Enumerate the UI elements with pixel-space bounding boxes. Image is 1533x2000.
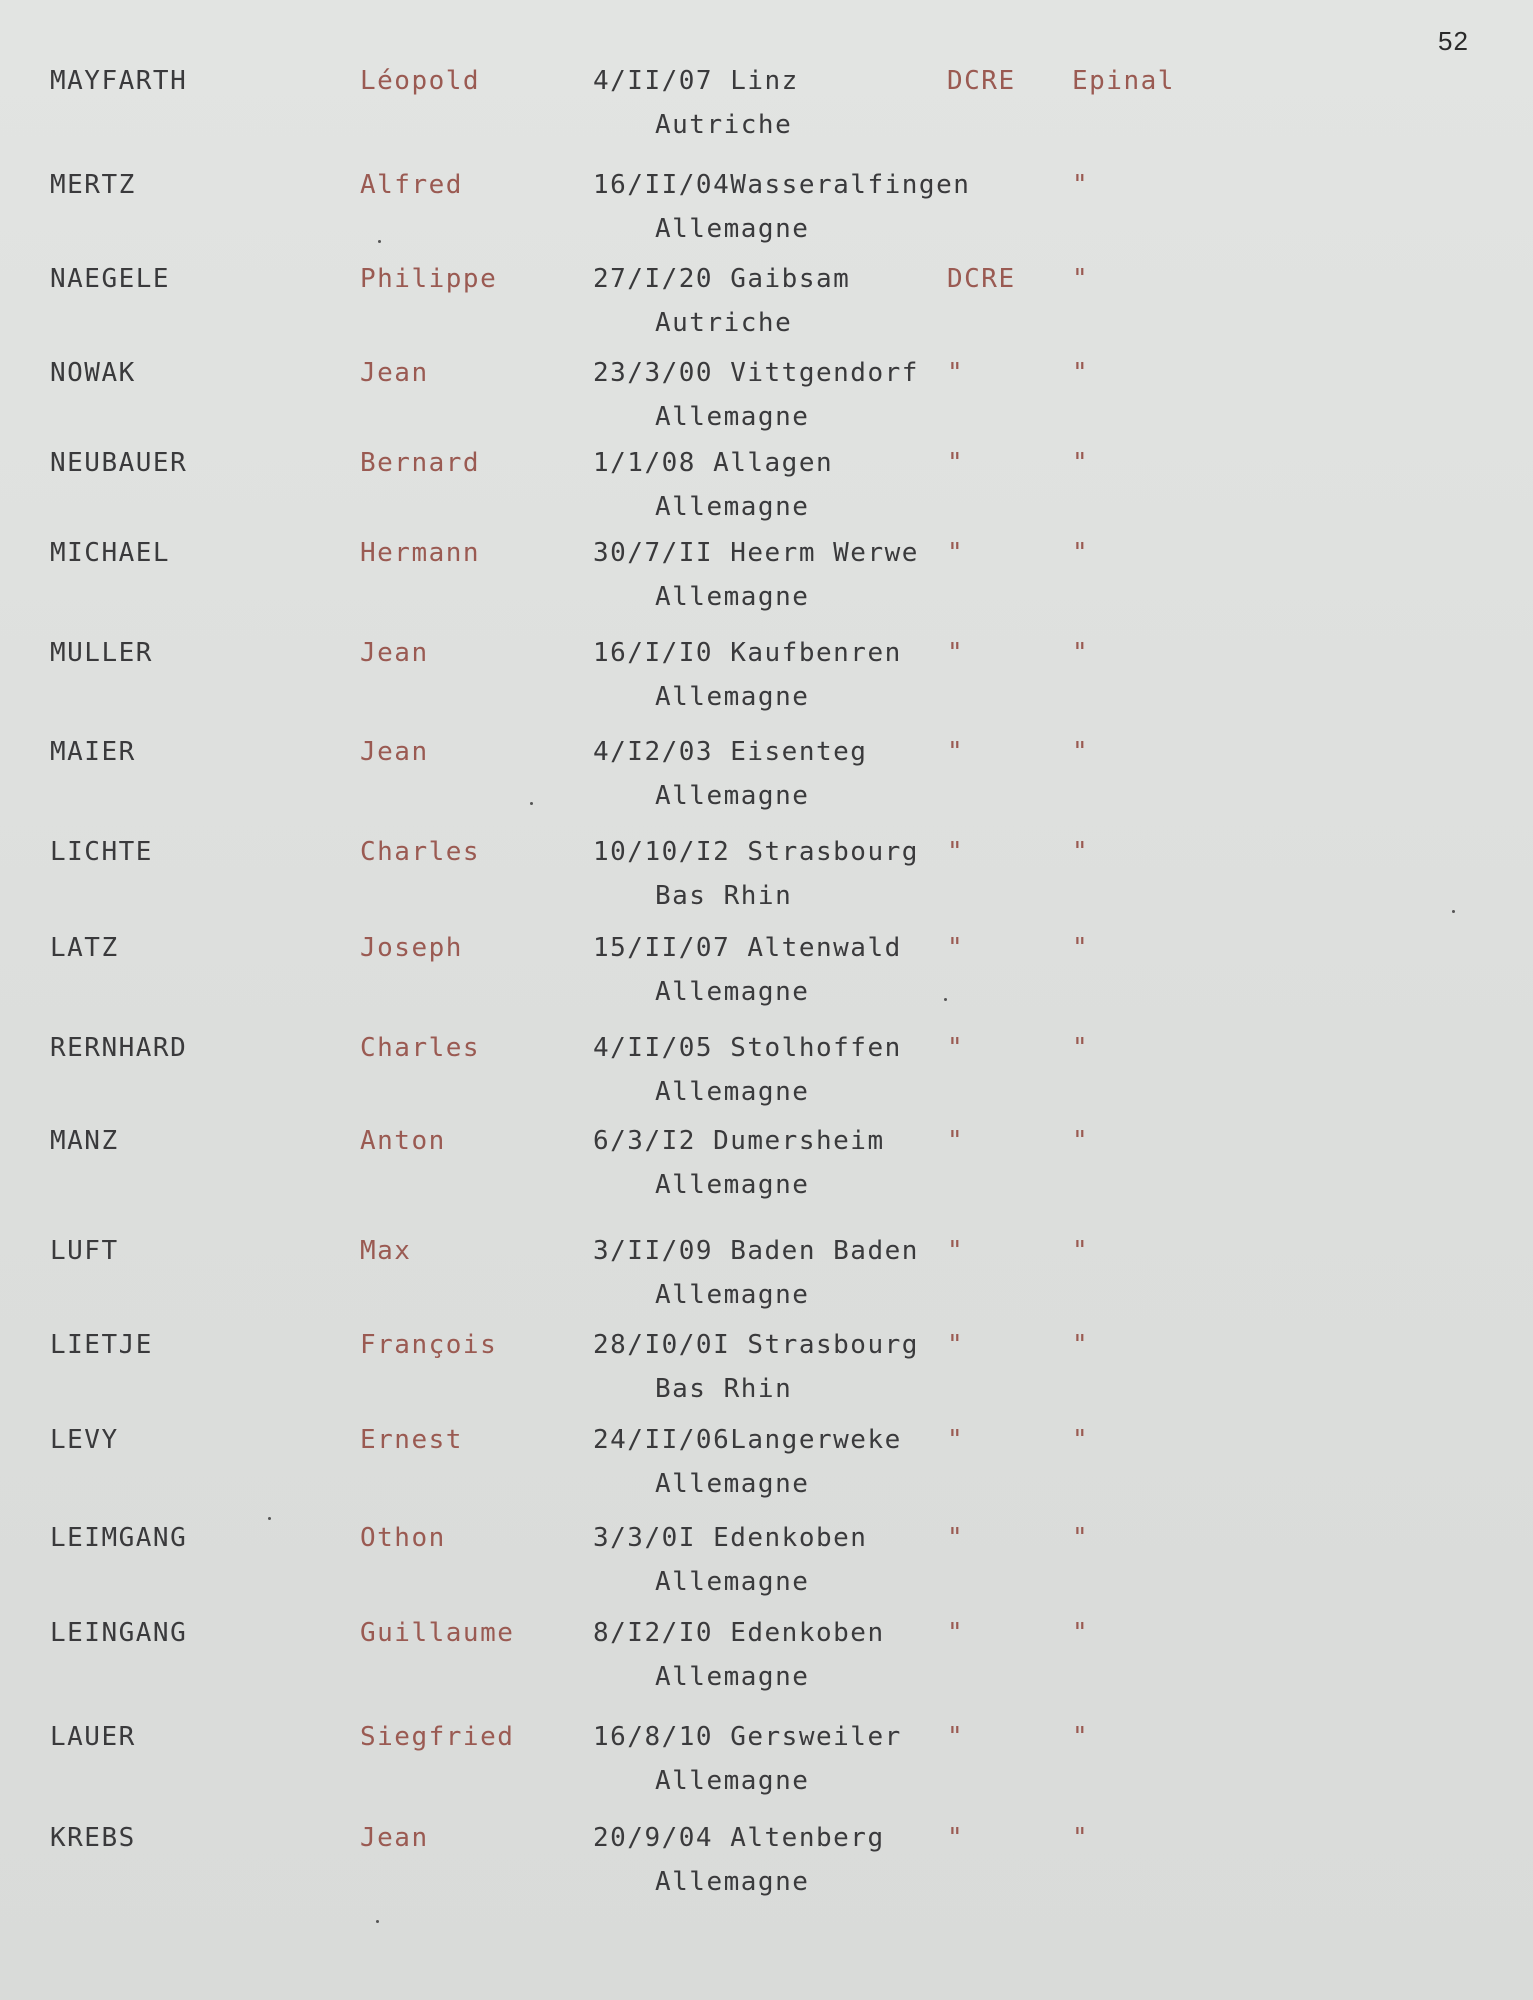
status-code-cell: " [947, 933, 965, 963]
destination-cell: " [1072, 1523, 1090, 1553]
birth-country-cell: Allemagne [655, 1766, 810, 1796]
birth-date-place-cell: 4/I2/03 Eisenteg [593, 737, 868, 767]
birth-country-cell: Allemagne [655, 682, 810, 712]
given-name-cell: Guillaume [360, 1618, 515, 1648]
status-code-cell: DCRE [947, 66, 1016, 96]
status-code-cell: " [947, 1823, 965, 1853]
surname-cell: MERTZ [50, 170, 136, 200]
given-name-cell: Jean [360, 638, 429, 668]
birth-country-cell: Allemagne [655, 977, 810, 1007]
surname-cell: LEIMGANG [50, 1523, 188, 1553]
birth-country-cell: Allemagne [655, 402, 810, 432]
status-code-cell: " [947, 1523, 965, 1553]
status-code-cell: " [947, 1126, 965, 1156]
given-name-cell: Ernest [360, 1425, 463, 1455]
surname-cell: RERNHARD [50, 1033, 188, 1063]
surname-cell: LEINGANG [50, 1618, 188, 1648]
surname-cell: MANZ [50, 1126, 119, 1156]
birth-date-place-cell: 24/II/06Langerweke [593, 1425, 902, 1455]
surname-cell: MAIER [50, 737, 136, 767]
destination-cell: " [1072, 170, 1090, 200]
birth-date-place-cell: 8/I2/I0 Edenkoben [593, 1618, 885, 1648]
destination-cell: Epinal [1072, 66, 1175, 96]
birth-date-place-cell: 15/II/07 Altenwald [593, 933, 902, 963]
birth-date-place-cell: 6/3/I2 Dumersheim [593, 1126, 885, 1156]
ink-speck [1452, 910, 1455, 913]
destination-cell: " [1072, 1618, 1090, 1648]
destination-cell: " [1072, 837, 1090, 867]
status-code-cell: " [947, 1236, 965, 1266]
destination-cell: " [1072, 538, 1090, 568]
surname-cell: LIETJE [50, 1330, 153, 1360]
surname-cell: MICHAEL [50, 538, 171, 568]
birth-country-cell: Bas Rhin [655, 1374, 793, 1404]
birth-date-place-cell: 30/7/II Heerm Werwe [593, 538, 919, 568]
surname-cell: MAYFARTH [50, 66, 188, 96]
status-code-cell: " [947, 1033, 965, 1063]
birth-country-cell: Allemagne [655, 1662, 810, 1692]
destination-cell: " [1072, 264, 1090, 294]
given-name-cell: Jean [360, 358, 429, 388]
given-name-cell: Joseph [360, 933, 463, 963]
destination-cell: " [1072, 638, 1090, 668]
destination-cell: " [1072, 1236, 1090, 1266]
given-name-cell: Léopold [360, 66, 481, 96]
birth-date-place-cell: 16/II/04Wasseralfingen [593, 170, 971, 200]
given-name-cell: Max [360, 1236, 412, 1266]
birth-country-cell: Allemagne [655, 1469, 810, 1499]
surname-cell: LICHTE [50, 837, 153, 867]
surname-cell: LUFT [50, 1236, 119, 1266]
given-name-cell: Jean [360, 737, 429, 767]
given-name-cell: Charles [360, 1033, 481, 1063]
birth-date-place-cell: 1/1/08 Allagen [593, 448, 834, 478]
birth-date-place-cell: 16/8/10 Gersweiler [593, 1722, 902, 1752]
status-code-cell: " [947, 358, 965, 388]
given-name-cell: Jean [360, 1823, 429, 1853]
status-code-cell: " [947, 837, 965, 867]
given-name-cell: Philippe [360, 264, 498, 294]
destination-cell: " [1072, 358, 1090, 388]
given-name-cell: Charles [360, 837, 481, 867]
birth-country-cell: Bas Rhin [655, 881, 793, 911]
birth-date-place-cell: 28/I0/0I Strasbourg [593, 1330, 919, 1360]
given-name-cell: Bernard [360, 448, 481, 478]
surname-cell: LEVY [50, 1425, 119, 1455]
given-name-cell: François [360, 1330, 498, 1360]
birth-date-place-cell: 4/II/07 Linz [593, 66, 799, 96]
birth-country-cell: Allemagne [655, 781, 810, 811]
surname-cell: NOWAK [50, 358, 136, 388]
birth-country-cell: Autriche [655, 308, 793, 338]
destination-cell: " [1072, 1126, 1090, 1156]
surname-cell: MULLER [50, 638, 153, 668]
destination-cell: " [1072, 737, 1090, 767]
status-code-cell: " [947, 538, 965, 568]
status-code-cell: " [947, 1425, 965, 1455]
status-code-cell: DCRE [947, 264, 1016, 294]
given-name-cell: Siegfried [360, 1722, 515, 1752]
birth-country-cell: Allemagne [655, 1077, 810, 1107]
birth-date-place-cell: 10/10/I2 Strasbourg [593, 837, 919, 867]
birth-country-cell: Allemagne [655, 1867, 810, 1897]
destination-cell: " [1072, 933, 1090, 963]
ink-speck [376, 1920, 379, 1923]
given-name-cell: Alfred [360, 170, 463, 200]
surname-cell: NAEGELE [50, 264, 171, 294]
birth-country-cell: Allemagne [655, 214, 810, 244]
birth-date-place-cell: 3/II/09 Baden Baden [593, 1236, 919, 1266]
surname-cell: LAUER [50, 1722, 136, 1752]
birth-date-place-cell: 4/II/05 Stolhoffen [593, 1033, 902, 1063]
ink-speck [530, 802, 533, 805]
surname-cell: KREBS [50, 1823, 136, 1853]
surname-cell: NEUBAUER [50, 448, 188, 478]
page-number: 52 [1438, 26, 1469, 56]
status-code-cell: " [947, 1722, 965, 1752]
destination-cell: " [1072, 1330, 1090, 1360]
birth-country-cell: Allemagne [655, 492, 810, 522]
ink-speck [268, 1517, 271, 1520]
given-name-cell: Anton [360, 1126, 446, 1156]
birth-date-place-cell: 16/I/I0 Kaufbenren [593, 638, 902, 668]
birth-date-place-cell: 27/I/20 Gaibsam [593, 264, 851, 294]
surname-cell: LATZ [50, 933, 119, 963]
status-code-cell: " [947, 448, 965, 478]
destination-cell: " [1072, 1722, 1090, 1752]
birth-date-place-cell: 23/3/00 Vittgendorf [593, 358, 919, 388]
birth-country-cell: Autriche [655, 110, 793, 140]
ink-speck [944, 998, 947, 1001]
status-code-cell: " [947, 1618, 965, 1648]
ink-speck [378, 240, 381, 243]
destination-cell: " [1072, 1033, 1090, 1063]
birth-date-place-cell: 20/9/04 Altenberg [593, 1823, 885, 1853]
destination-cell: " [1072, 1425, 1090, 1455]
birth-country-cell: Allemagne [655, 582, 810, 612]
birth-country-cell: Allemagne [655, 1567, 810, 1597]
birth-country-cell: Allemagne [655, 1280, 810, 1310]
destination-cell: " [1072, 448, 1090, 478]
status-code-cell: " [947, 737, 965, 767]
status-code-cell: " [947, 1330, 965, 1360]
birth-country-cell: Allemagne [655, 1170, 810, 1200]
birth-date-place-cell: 3/3/0I Edenkoben [593, 1523, 868, 1553]
given-name-cell: Othon [360, 1523, 446, 1553]
status-code-cell: " [947, 638, 965, 668]
given-name-cell: Hermann [360, 538, 481, 568]
destination-cell: " [1072, 1823, 1090, 1853]
